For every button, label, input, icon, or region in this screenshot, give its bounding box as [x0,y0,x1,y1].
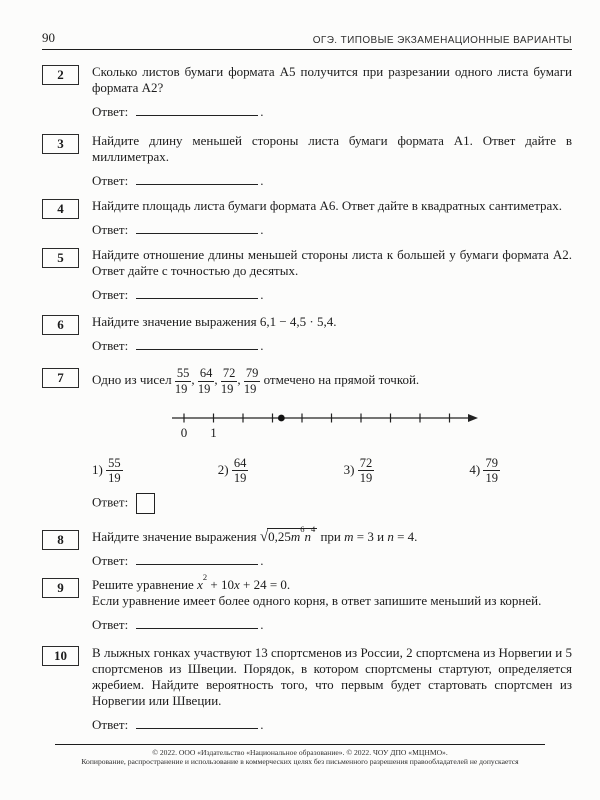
task-number-box [42,134,79,154]
answer-row: Ответ: . [92,553,264,568]
answer-row: Ответ: . [92,287,264,302]
answer-row: Ответ: . [92,717,264,732]
answer-options [92,457,572,486]
answer-row [92,493,572,514]
answer-label: Ответ: [92,494,129,510]
answer-label: Ответ: [92,553,129,568]
fraction: $\frac{72}{19}$ [220,366,236,396]
answer-row: Ответ: . [92,617,264,632]
number-line [170,404,572,449]
task-number: 10 [54,648,67,663]
fraction: $\frac{79}{19}$ [243,366,259,396]
answer-blank [136,717,258,729]
answer-label: Ответ: [92,717,129,732]
answer-row: Ответ: . [92,222,264,237]
task-7 [42,367,572,514]
task-3 [42,133,572,189]
task-number: 6 [57,317,64,332]
task-10 [42,645,572,733]
answer-blank [136,173,258,185]
answer-row: Ответ: . [92,338,264,353]
answer-label: Ответ: [92,287,129,302]
answer-label: Ответ: [92,617,129,632]
number-line-svg [170,404,482,444]
task-number: 7 [57,370,64,385]
answer-blank [136,338,258,350]
answer-label: Ответ: [92,173,129,188]
equation: $x^2 + 10x + 24 = 0$. [197,571,291,592]
task-number-box [42,646,79,666]
task-number-box [42,315,79,335]
task-text: Одно из чисел $\frac{55}{19}$ , $\frac{64}{19}$ , $\frac{72}{19}$ , $\frac{79}{19}$ отмечено на прямой точкой. [92,366,420,396]
answer-label: Ответ: [92,104,129,119]
task-9 [42,571,572,633]
answer-row: Ответ: . [92,173,264,188]
answer-blank [136,617,258,629]
copyright-line: © 2022. ООО «Издательство «Национальное образование». © 2022. ЧОУ ДПО «МЦНМО». [152,748,448,757]
task-number-box [42,199,79,219]
answer-blank [136,553,258,565]
task-equation-line: Решите уравнение $x^2 + 10x + 24 = 0$. [92,571,291,592]
answer-label: Ответ: [92,338,129,353]
svg-text:0: 0 [180,424,188,440]
task-5 [42,247,572,303]
sqrt-expression: $√0,25m^6n^4$ [259,523,316,545]
footer-rule [55,744,545,745]
task-number: 8 [57,532,64,547]
task-number: 9 [57,580,64,595]
task-number: 2 [57,67,64,82]
copy-restriction-line: Копирование, распространение и использование в коммерческих целях без письменного разрешения правообладателей не допускается [81,757,519,766]
option-4: 4) $\frac{79}{19}$ [469,455,498,486]
page-number: 90 [42,30,55,45]
svg-text:1: 1 [210,424,217,440]
task-text: Сколько листов бумаги формата А5 получится при разрезании одного листа бумаги формата А2? [92,64,572,95]
page-header [42,30,572,46]
task-number-box [42,530,79,550]
task-number: 5 [57,250,64,265]
task-text: Найдите значение выражения $√0,25m^6n^4$ при m = 3 и n = 4. [92,523,418,545]
fraction: $\frac{64}{19}$ [197,366,213,396]
task-text: Найдите отношение длины меньшей стороны листа к большей у бумаги формата А2. Ответ дайте с точностью до десятых. [92,247,572,278]
task-number: 4 [57,201,64,216]
task-number-box [42,368,79,388]
answer-row: Ответ: . [92,104,264,119]
task-6 [42,314,572,354]
option-1: 1) $\frac{55}{19}$ [92,455,121,486]
page-footer [0,744,600,766]
answer-box [136,493,155,514]
answer-blank [136,222,258,234]
task-number-box [42,248,79,268]
answer-blank [136,104,258,116]
option-2: 2) $\frac{64}{19}$ [217,455,247,486]
task-number-box [42,578,79,598]
answer-blank [136,287,258,299]
task-text: В лыжных гонках участвуют 13 спортсменов из России, 2 спортсмена из Норвегии и 5 спортсменов из Швеции. Порядок, в котором спортсмены стартуют, определяется жребием. Найдите вероятность того, что первым будет стартовать спортсмен из Норвегии или Швеции. [92,645,572,708]
answer-label: Ответ: [92,222,129,237]
task-number: 3 [57,136,64,151]
header-rule [42,49,572,50]
task-text: Найдите площадь листа бумаги формата А6. Ответ дайте в квадратных сантиметрах. [92,198,563,213]
option-3: 3) $\frac{72}{19}$ [343,455,373,486]
task-text: Найдите значение выражения 6,1 − 4,5 · 5,4. [92,314,337,329]
task-text: Если уравнение имеет более одного корня, в ответ запишите меньший из корней. [92,593,542,608]
task-2 [42,64,572,120]
task-text: Найдите длину меньшей стороны листа бумаги формата А1. Ответ дайте в миллиметрах. [92,133,572,164]
task-number-box [42,65,79,85]
header-title: ОГЭ. ТИПОВЫЕ ЭКЗАМЕНАЦИОННЫЕ ВАРИАНТЫ [312,35,572,46]
task-8 [42,523,572,569]
fraction: $\frac{55}{19}$ [174,366,190,396]
task-4 [42,198,572,238]
